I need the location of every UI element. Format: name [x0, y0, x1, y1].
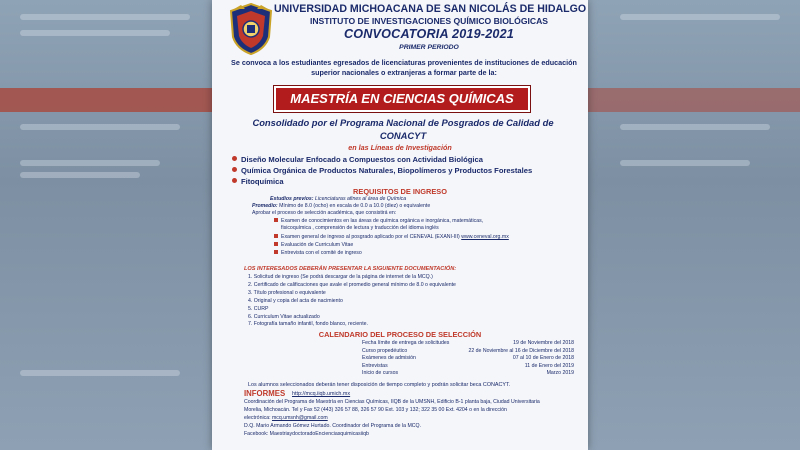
document-item: 3. Título profesional o equivalente — [248, 289, 326, 296]
background-text-blur — [20, 30, 170, 36]
info-title: INFORMES — [244, 389, 286, 398]
background-text-blur — [20, 172, 140, 178]
calendar-row: Curso propedéutico 22 de Noviembre al 16 de Diciembre del 2018 — [362, 347, 574, 354]
calendar-table — [362, 340, 574, 378]
background-text-blur — [620, 14, 780, 20]
document-item: 7. Fotografía tamaño infantil, fondo blanco, reciente. — [248, 321, 368, 328]
calendar-row: Fecha límite de entrega de solicitudes 19 de Noviembre del 2018 — [362, 340, 574, 346]
document-item: 2. Certificado de calificaciones que avale el promedio general mínimo de 8.0 o equivalente — [248, 281, 456, 288]
intro-text: Se convoca a los estudiantes egresados de licenciaturas provenientes de instituciones de educación superior nacionales o extranjeras a formar parte de la: — [231, 58, 577, 77]
min-average: Promedio: Mínimo de 8.0 (ocho) en escala de 0.0 a 10.0 (diez) o equivalente — [252, 203, 431, 209]
research-line-item: Diseño Molecular Enfocado a Compuestos con Actividad Biológica — [232, 154, 532, 165]
info-facebook[interactable]: Facebook: MaestriaydoctoradoEncienciasquimicasiiqb — [244, 431, 369, 437]
bullet-icon — [232, 178, 237, 183]
call-period: PRIMER PERIODO — [399, 44, 459, 51]
document-item: 1. Solicitud de ingreso (Se podrá descargar de la página de internet de la MCQ.) — [248, 274, 433, 280]
university-name: UNIVERSIDAD MICHOACANA DE SAN NICOLÁS DE HIDALGO — [274, 3, 587, 15]
requirement-item: Evaluación de Curriculum Vitae — [274, 242, 353, 250]
requirements-title: REQUISITOS DE INGRESO — [353, 187, 447, 196]
background-text-blur — [620, 124, 770, 130]
background-text-blur — [20, 370, 180, 376]
requirement-item: Examen general de ingreso al posgrado aplicado por el CENEVAL (EXANI-III) www.ceneval.org.mx — [274, 234, 509, 242]
background-text-blur — [20, 14, 190, 20]
conacyt-statement: Consolidado por el Programa Nacional de Posgrados de Calidad de CONACYT — [252, 117, 554, 141]
background-text-blur — [620, 160, 750, 166]
document-item: 4. Original y copia del acta de nacimiento — [248, 297, 343, 304]
calendar-row: Exámenes de admisión 07 al 10 de Enero de 2018 — [362, 355, 574, 362]
background-banner-left — [0, 88, 212, 112]
document-item: 6. Curriculum Vitae actualizado — [248, 313, 320, 320]
calendar-row: Inicio de cursos Marzo 2019 — [362, 370, 574, 377]
documents-list — [248, 274, 456, 329]
research-line-item: Química Orgánica de Productos Naturales, Biopolímeros y Productos Forestales — [232, 165, 532, 176]
calendar-row: Entrevistas 11 de Enero del 2019 — [362, 362, 574, 369]
poster — [212, 0, 588, 450]
research-line-item: Fitoquímica — [232, 176, 532, 187]
selected-students-note: Los alumnos seleccionados deberán tener disposición de tiempo completo y podrán solicitar beca CONACYT. — [248, 382, 511, 388]
background-text-blur — [20, 124, 180, 130]
background-text-blur — [20, 160, 160, 166]
info-coordinator: D.Q. Mario Armando Gómez Hurtado. Coordinador del Programa de la MCQ. — [244, 423, 422, 429]
info-phone: Morelia, Michoacán. Tel y Fax 52 (443) 326 57 88, 326 57 90 Ext. 103 y 132; 322 35 00 Ext. 4204 o en la dirección — [244, 407, 507, 413]
research-lines-list — [232, 154, 532, 187]
bullet-icon — [274, 234, 278, 238]
calendar-title: CALENDARIO DEL PROCESO DE SELECCIÓN — [318, 330, 482, 339]
bullet-icon — [274, 242, 278, 246]
research-lines-title: en las Líneas de Investigación — [348, 143, 452, 152]
info-address: Coordinación del Programa de Maestría en Ciencias Químicas, IIQB de la UMSNH, Edificio B-1 planta baja, Ciudad Universitaria — [244, 399, 540, 405]
info-email-line: electrónica: mcq.umsnh@gmail.com — [244, 415, 328, 421]
bullet-icon — [232, 156, 237, 161]
requirement-item: Entrevista con el comité de ingreso — [274, 250, 362, 258]
prev-studies: Estudios previos: Licenciaturas afines al área de Química — [270, 196, 407, 202]
documents-title: LOS INTERESADOS DEBERÁN PRESENTAR LA SIGUIENTE DOCUMENTACIÓN: — [244, 266, 457, 272]
institute-name: INSTITUTO DE INVESTIGACIONES QUÍMICO BIOLÓGICAS — [309, 16, 549, 26]
call-title: CONVOCATORIA 2019-2021 — [343, 27, 515, 41]
approve-selection: Aprobar el proceso de selección académica, que consistirá en: — [252, 210, 397, 216]
program-banner: MAESTRÍA EN CIENCIAS QUÍMICAS — [274, 86, 530, 112]
document-item: 5. CURP — [248, 305, 269, 312]
university-crest-icon — [229, 3, 273, 55]
bullet-icon — [232, 167, 237, 172]
email-link[interactable]: mcq.umsnh@gmail.com — [271, 415, 328, 421]
program-website-link[interactable]: http://mcq.iiqb.umich.mx — [292, 391, 351, 397]
ceneval-link[interactable]: www.ceneval.org.mx — [461, 234, 509, 240]
requirement-item-cont: fisicoquímica , comprensión de lectura y traducción del idioma inglés — [281, 225, 439, 231]
bullet-icon — [274, 250, 278, 254]
bullet-icon — [274, 218, 278, 222]
requirement-item: Examen de conocimientos en las áreas de química orgánica e inorgánica, matemáticas, — [274, 218, 483, 226]
